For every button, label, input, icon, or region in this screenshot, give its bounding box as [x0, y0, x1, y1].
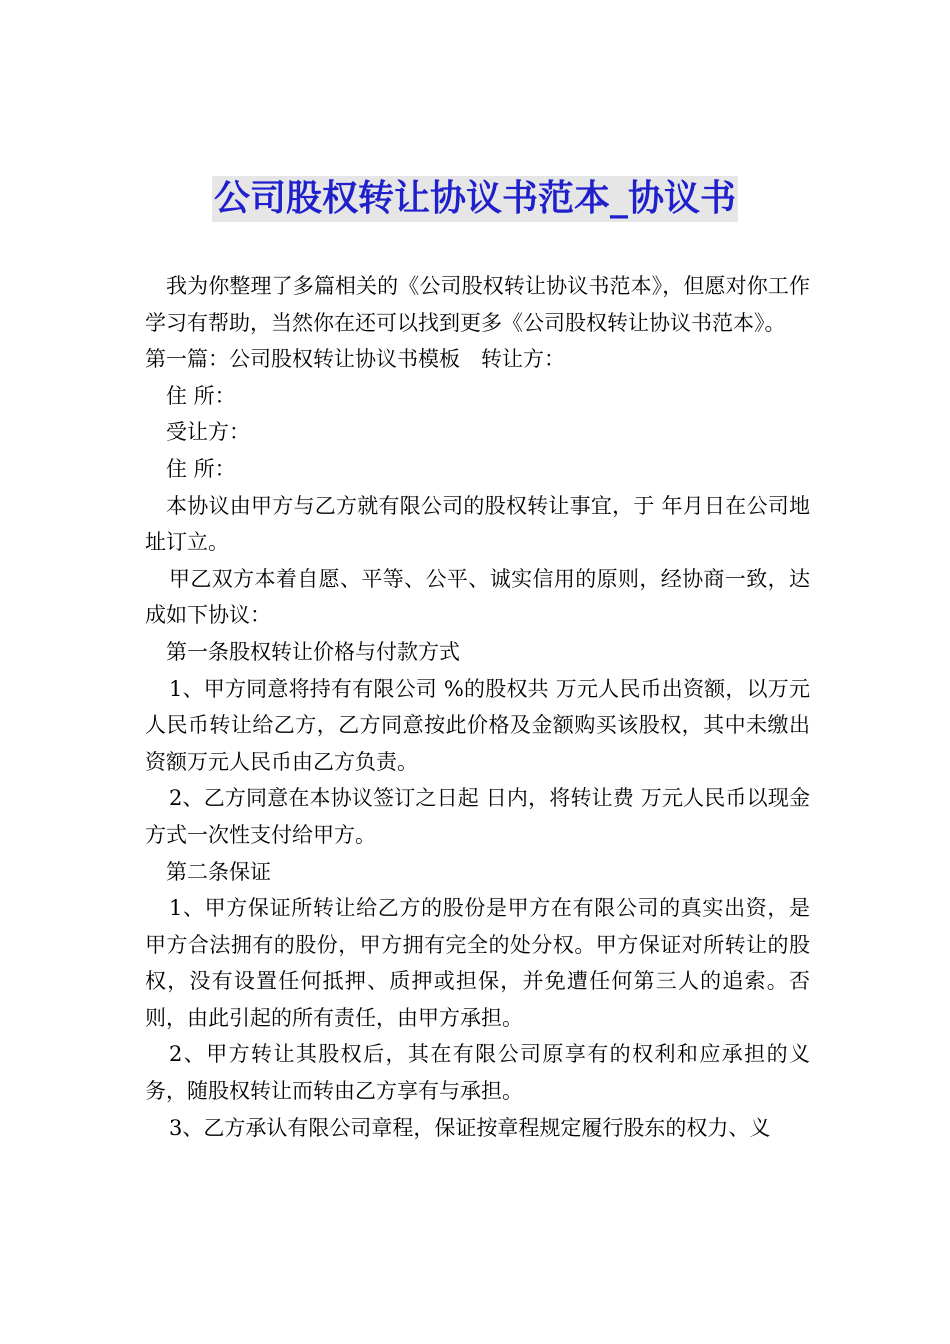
- article-2-heading: 第二条保证: [166, 859, 271, 884]
- transferor-address-label: 住 所：: [166, 383, 236, 408]
- document-title: 公司股权转让协议书范本_协议书: [212, 176, 738, 222]
- transferee-label: 受让方：: [166, 420, 250, 445]
- article-2-clause-2: 2、甲方转让其股权后，其在有限公司原享有的权利和应承担的义务，随股权转让而转由乙方享有与承担。: [145, 1042, 810, 1104]
- article-2-clause-1: 1、甲方保证所转让给乙方的股份是甲方在有限公司的真实出资，是甲方合法拥有的股份，甲方拥有完全的处分权。甲方保证对所转让的股权，没有设置任何抵押、质押或担保，并免遭任何第三人的追索。否则，由此引起的所有责任，由甲方承担。: [145, 896, 810, 1030]
- document-body: [145, 268, 810, 1146]
- transferee-address-label: 住 所：: [166, 456, 236, 481]
- article-2-clause-3: 3、乙方承认有限公司章程，保证按章程规定履行股东的权力、义: [169, 1115, 771, 1140]
- article-1-clause-1: 1、甲方同意将持有有限公司 %的股权共 万元人民币出资额，以万元人民币转让给乙方，乙方同意按此价格及金额购买该股权，其中未缴出资额万元人民币由乙方负责。: [145, 676, 810, 774]
- section-heading-1: 第一篇：公司股权转让协议书模板 转让方：: [145, 347, 565, 372]
- principle-paragraph: 甲乙双方本着自愿、平等、公平、诚实信用的原则，经协商一致，达成如下协议：: [145, 566, 810, 628]
- intro-paragraph: 我为你整理了多篇相关的《公司股权转让协议书范本》，但愿对你工作学习有帮助，当然你在还可以找到更多《公司股权转让协议书范本》。: [145, 274, 810, 335]
- article-1-clause-2: 2、乙方同意在本协议签订之日起 日内，将转让费 万元人民币以现金方式一次性支付给甲方。: [145, 786, 810, 847]
- article-1-heading: 第一条股权转让价格与付款方式: [166, 639, 460, 664]
- title-container: [0, 176, 950, 222]
- agreement-paragraph: 本协议由甲方与乙方就有限公司的股权转让事宜，于 年月日在公司地址订立。: [145, 493, 810, 555]
